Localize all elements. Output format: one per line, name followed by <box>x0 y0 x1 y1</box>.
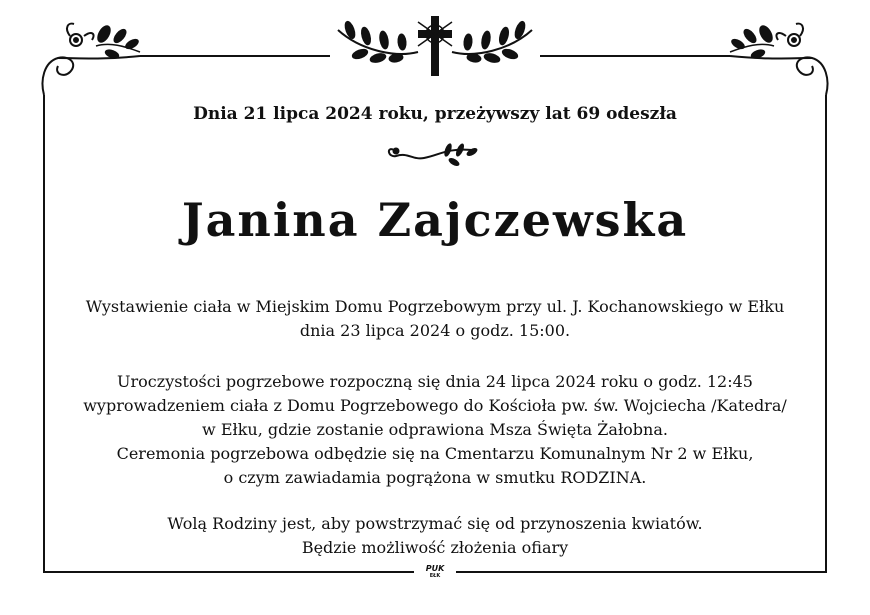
wishes-line: Wolą Rodziny jest, aby powstrzymać się od przynoszenia kwiatów. <box>167 514 703 533</box>
ceremony-line: Uroczystości pogrzebowe rozpoczną się dnia 24 lipca 2024 roku o godz. 12:45 <box>117 372 753 391</box>
cross-icon <box>418 16 452 76</box>
ceremony-line: o czym zawiadamia pogrążona w smutku RODZINA. <box>223 468 647 487</box>
viewing-line: Wystawienie ciała w Miejskim Domu Pogrzebowym przy ul. J. Kochanowskiego w Ełku <box>85 297 785 316</box>
ceremony-paragraph <box>44 370 826 490</box>
olive-branch-icon <box>95 24 140 60</box>
olive-branch-icon <box>443 142 479 167</box>
viewing-line: dnia 23 lipca 2024 o godz. 15:00. <box>299 321 571 340</box>
olive-branch-icon <box>338 20 418 64</box>
puk-logo <box>421 565 449 579</box>
puk-logo-text: PUK <box>425 564 445 573</box>
intro-line: Dnia 21 lipca 2024 roku, przeżywszy lat 69 odeszła <box>193 104 677 124</box>
ceremony-line: w Ełku, gdzie zostanie odprawiona Msza Święta Żałobna. <box>202 420 668 439</box>
olive-branch-icon <box>730 24 775 60</box>
ceremony-line: Ceremonia pogrzebowa odbędzie się na Cmentarzu Komunalnym Nr 2 w Ełku, <box>116 444 754 463</box>
viewing-paragraph <box>44 295 826 343</box>
wishes-line: Będzie możliwość złożenia ofiary <box>301 538 569 557</box>
deceased-name: Janina Zajczewska <box>181 193 689 247</box>
puk-logo-sub: EŁK <box>429 573 441 579</box>
olive-branch-icon <box>452 20 532 64</box>
ceremony-line: wyprowadzeniem ciała z Domu Pogrzebowego do Kościoła pw. św. Wojciecha /Katedra/ <box>83 396 787 415</box>
wishes-paragraph <box>44 512 826 560</box>
